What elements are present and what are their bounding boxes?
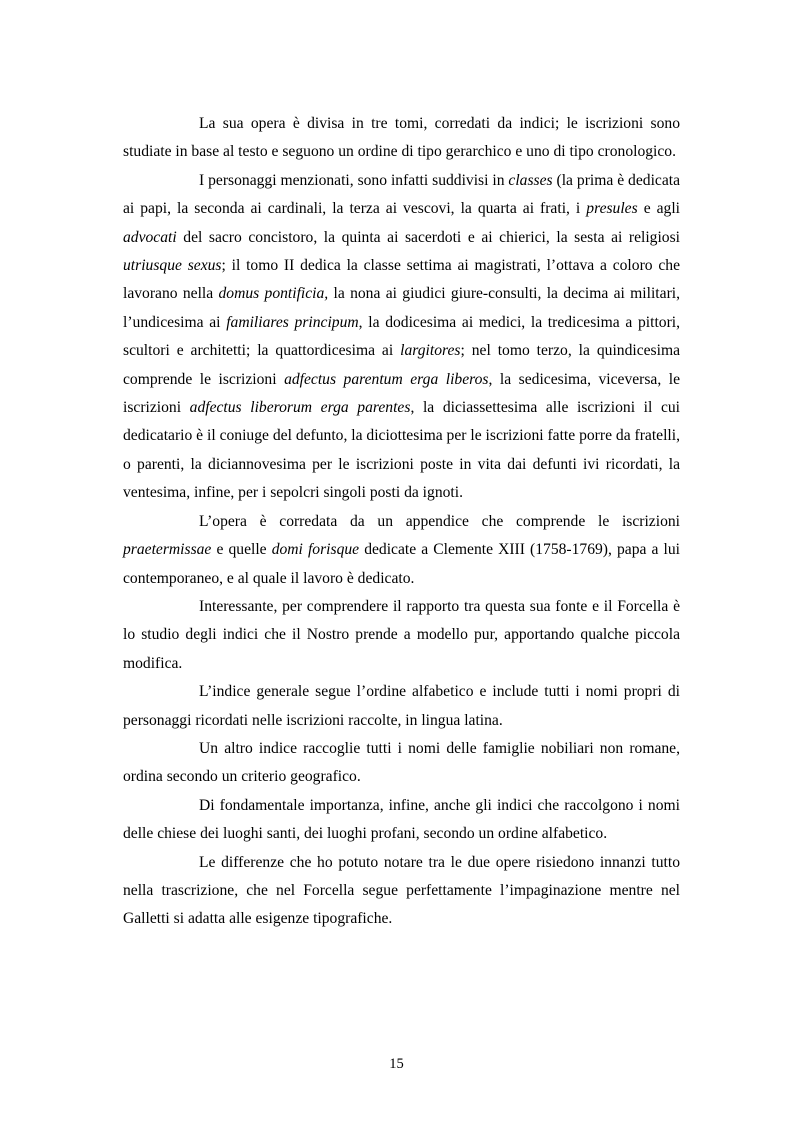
paragraph: Un altro indice raccoglie tutti i nomi delle famiglie nobiliari non romane, ordina secondo un criterio geografico. bbox=[123, 739, 680, 786]
page-number: 15 bbox=[389, 1056, 404, 1072]
paragraph: I personaggi menzionati, sono infatti suddivisi in classes (la prima è dedicata ai papi, la seconda ai cardinali, la terza ai vescovi, la quarta ai frati, i presules e agli advocati del sacro concistoro, la quinta ai sacerdoti e ai chierici, la sesta ai religiosi utriusque sexus; il tomo II dedica la classe settima ai magistrati, l’ottava a coloro che lavorano nella domus pontificia, la nona ai giudici giure-consulti, la decima ai militari, l’undicesima ai familiares principum, la dodicesima ai medici, la tredicesima a pittori, scultori e architetti; la quattordicesima ai largitores; nel tomo terzo, la quindicesima comprende le iscrizioni adfectus parentum erga liberos, la sedicesima, viceversa, le iscrizioni adfectus liberorum erga parentes, la diciassettesima alle iscrizioni il cui dedicatario è il coniuge del defunto, la diciottesima per le iscrizioni fatte porre da fratelli, o parenti, la diciannovesima per le iscrizioni poste in vita dai defunti ivi ricordati, la ventesima, infine, per i sepolcri singoli posti da ignoti. bbox=[123, 171, 681, 502]
paragraph: Interessante, per comprendere il rapporto tra questa sua fonte e il Forcella è lo studio degli indici che il Nostro prende a modello pur, apportando qualche piccola modifica. bbox=[123, 597, 680, 672]
italic-term: largitores bbox=[400, 342, 461, 360]
paragraph: Le differenze che ho potuto notare tra le due opere risiedono innanzi tutto nella trascrizione, che nel Forcella segue perfettamente l’impaginazione mentre nel Galletti si adatta alle esigenze tipografiche. bbox=[123, 853, 680, 928]
italic-term: classes bbox=[508, 171, 553, 189]
italic-term: presules bbox=[586, 200, 638, 218]
italic-term: utriusque sexus bbox=[123, 257, 222, 275]
italic-term: adfectus parentum erga liberos bbox=[284, 370, 489, 388]
italic-term: praetermissae bbox=[123, 541, 212, 559]
paragraph: La sua opera è divisa in tre tomi, corredati da indici; le iscrizioni sono studiate in base al testo e seguono un ordine di tipo gerarchico e uno di tipo cronologico. bbox=[123, 115, 680, 161]
paragraph: Di fondamentale importanza, infine, anche gli indici che raccolgono i nomi delle chiese dei luoghi santi, dei luoghi profani, secondo un ordine alfabetico. bbox=[123, 796, 680, 843]
paragraph: L’indice generale segue l’ordine alfabetico e include tutti i nomi propri di personaggi ricordati nelle iscrizioni raccolte, in lingua latina. bbox=[123, 683, 680, 729]
paragraph: L’opera è corredata da un appendice che comprende le iscrizioni praetermissae e quelle domi forisque dedicate a Clemente XIII (1758-1769), papa a lui contemporaneo, e al quale il lavoro è dedicato. bbox=[123, 512, 681, 587]
italic-term: advocati bbox=[123, 228, 177, 246]
italic-term: domi forisque bbox=[271, 541, 360, 559]
italic-term: domus pontificia, bbox=[218, 285, 329, 303]
italic-term: familiares principum bbox=[226, 313, 359, 331]
italic-term: adfectus liberorum erga parentes bbox=[189, 399, 411, 417]
body-text bbox=[123, 110, 680, 934]
